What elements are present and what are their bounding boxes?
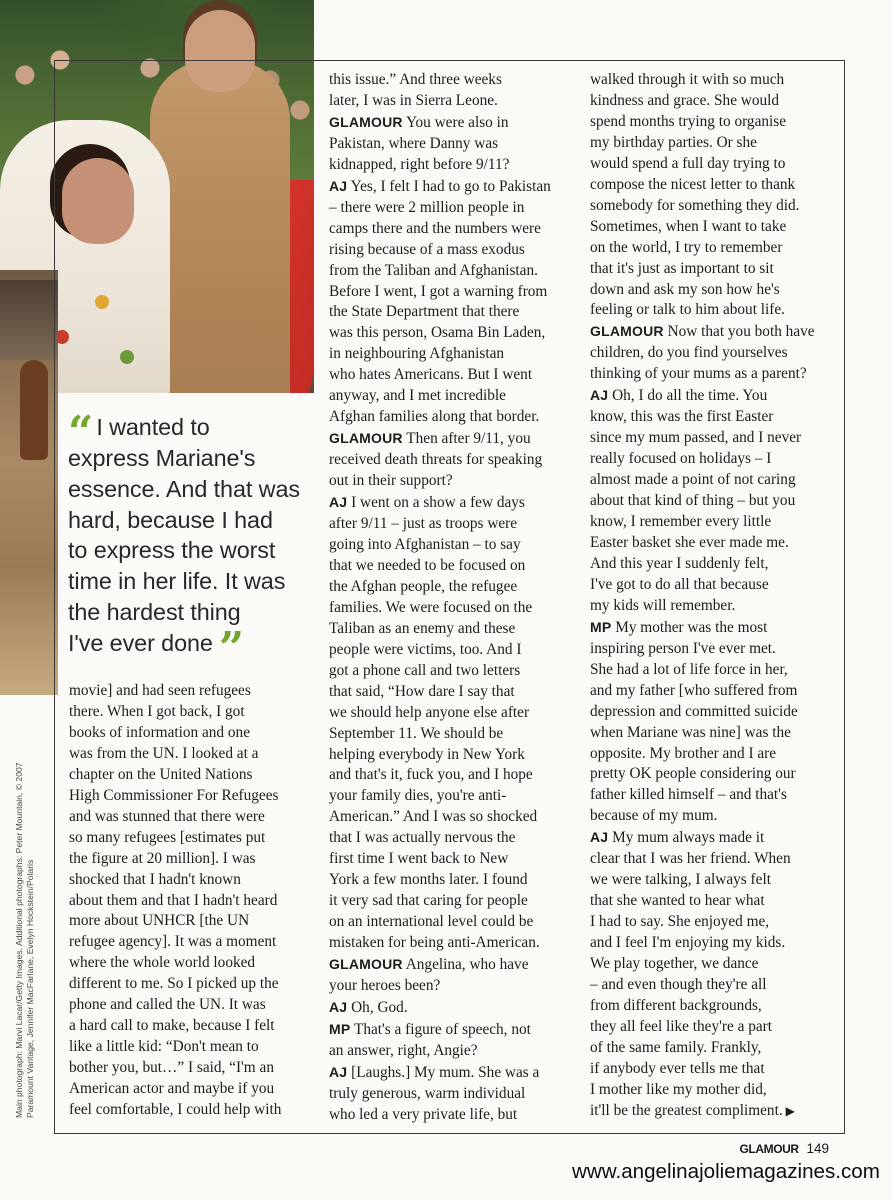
text-line (329, 682, 579, 703)
line-text: the Afghan people, the refugee (329, 577, 518, 595)
text-line (69, 828, 319, 849)
line-text: Sometimes, when I want to take (590, 217, 787, 235)
text-line (590, 575, 840, 596)
text-line (329, 514, 579, 535)
speaker-label: GLAMOUR (329, 113, 403, 130)
pull-quote-text: I've ever done (68, 629, 213, 656)
text-line (329, 870, 579, 891)
line-text: first time I went back to New (329, 850, 509, 868)
text-line (329, 240, 579, 261)
pull-quote-text: the hardest thing (68, 598, 241, 625)
line-text: kindness and grace. She would (590, 91, 780, 109)
text-line (590, 533, 840, 554)
line-text: – there were 2 million people in (329, 198, 525, 216)
text-line (329, 176, 579, 198)
speaker-label: GLAMOUR (329, 430, 403, 447)
pull-quote-line (68, 622, 318, 674)
text-line (69, 953, 319, 974)
line-text: refugee agency]. It was a moment (69, 933, 277, 951)
line-text: rising because of a mass exodus (329, 240, 525, 258)
speaker-label: AJ (329, 998, 348, 1015)
line-text: shocked that I hadn't known (69, 870, 241, 888)
text-line (590, 512, 840, 533)
text-line (329, 724, 579, 745)
line-text: phone and called the UN. It was (69, 996, 266, 1014)
line-text: chapter on the United Nations (69, 765, 253, 783)
text-line (590, 343, 840, 364)
text-line (590, 723, 840, 744)
text-line (69, 1016, 319, 1037)
line-text: this issue.” And three weeks (329, 71, 502, 88)
text-line (590, 259, 840, 280)
line-text: more about UNHCR [the UN (69, 912, 250, 930)
line-text: that I was actually nervous the (329, 829, 516, 847)
text-line (590, 954, 840, 975)
line-text: clear that I was her friend. When (590, 850, 791, 868)
speaker-label: AJ (590, 387, 609, 404)
text-line (329, 577, 579, 598)
text-line (329, 261, 579, 282)
text-line (329, 450, 579, 471)
text-line (329, 807, 579, 828)
text-line (69, 932, 319, 953)
text-line (590, 364, 840, 385)
text-line (590, 996, 840, 1017)
line-text: my kids will remember. (590, 596, 736, 614)
pull-quote-line (68, 474, 318, 505)
line-text: it'll be the greatest compliment. (590, 1101, 783, 1119)
line-text: Easter basket she ever made me. (590, 533, 789, 551)
watermark-url: www.angelinajoliemagazines.com (572, 1160, 880, 1183)
pull-quote-line (68, 505, 318, 536)
speaker-label: AJ (329, 177, 348, 194)
line-text: Yes, I felt I had to go to Pakistan (350, 177, 551, 195)
photo-credit-line: Main photograph: Marvi Lacar/Getty Images. Additional photographs: Peter Mountain, © 2007 (14, 762, 24, 1118)
text-line (590, 975, 840, 996)
line-text: That's a figure of speech, not (353, 1020, 531, 1038)
text-line (590, 617, 840, 639)
text-line (69, 702, 319, 723)
pull-quote-text: time in her life. It was (68, 568, 286, 595)
speaker-label: AJ (329, 494, 348, 511)
line-text: feel comfortable, I could help with (69, 1101, 282, 1119)
text-line (590, 806, 840, 827)
text-line (590, 112, 840, 133)
line-text: walked through it with so much (590, 71, 785, 88)
text-line (69, 911, 319, 932)
line-text: the State Department that there (329, 303, 520, 321)
pull-quote-line (68, 443, 318, 474)
text-line (590, 470, 840, 491)
line-text: camps there and the numbers were (329, 219, 541, 237)
line-text: feeling or talk to him about life. (590, 301, 785, 319)
line-text: movie] and had seen refugees (69, 682, 251, 699)
pull-quote-text: express Mariane's (68, 445, 256, 471)
text-line (329, 976, 579, 997)
line-text: pretty OK people considering our (590, 765, 796, 783)
text-line (329, 661, 579, 682)
line-text: a hard call to make, because I felt (69, 1017, 275, 1035)
close-quote-icon: ” (218, 622, 240, 674)
text-line (590, 1101, 840, 1122)
text-line (590, 1059, 840, 1080)
line-text: children, do you find yourselves (590, 344, 788, 362)
pull-quote (68, 407, 318, 674)
line-text: She had a lot of life force in her, (590, 660, 788, 678)
speaker-label: GLAMOUR (329, 956, 403, 973)
text-line (329, 598, 579, 619)
line-text: people were victims, too. And I (329, 640, 522, 658)
text-line (590, 1080, 840, 1101)
photo-credit-line: Paramount Vantage, Jennifer MacFarlane, Evelyn Hockstein/Polaris (25, 859, 35, 1118)
line-text: High Commissioner For Refugees (69, 786, 279, 804)
text-line (329, 471, 579, 492)
text-line (590, 639, 840, 660)
pull-quote-text: hard, because I had (68, 506, 273, 533)
line-text: Then after 9/11, you (406, 430, 531, 448)
text-line (329, 407, 579, 428)
line-text: I mother like my mother did, (590, 1080, 767, 1098)
line-text: different to me. So I picked up the (69, 975, 279, 993)
line-text: And this year I suddenly felt, (590, 554, 769, 572)
pull-quote-text: I wanted to (96, 414, 210, 440)
text-line (590, 217, 840, 238)
line-text: because of my mum. (590, 807, 718, 825)
line-text: on the world, I try to remember (590, 238, 783, 256)
line-text: spend months trying to organise (590, 112, 787, 130)
speaker-label: GLAMOUR (590, 323, 664, 340)
line-text: compose the nicest letter to thank (590, 175, 796, 193)
line-text: got a phone call and two letters (329, 661, 521, 679)
text-line (329, 365, 579, 386)
line-text: We play together, we dance (590, 955, 759, 973)
line-text: the figure at 20 million]. I was (69, 849, 256, 867)
pull-quote-line (68, 597, 318, 628)
line-text: mistaken for being anti-American. (329, 934, 540, 952)
line-text: on an international level could be (329, 913, 534, 931)
line-text: where the whole world looked (69, 954, 256, 972)
text-line (590, 407, 840, 428)
line-text: thinking of your mums as a parent? (590, 365, 807, 383)
speaker-label: AJ (590, 829, 609, 846)
line-text: when Mariane was nine] was the (590, 723, 791, 741)
text-line (590, 785, 840, 806)
text-line (590, 70, 840, 91)
pull-quote-line (68, 535, 318, 566)
text-line (69, 1037, 319, 1058)
side-photo-hut (0, 280, 58, 360)
side-photo-child (20, 360, 48, 460)
line-text: like a little kid: “Don't mean to (69, 1038, 259, 1056)
line-text: My mum always made it (612, 829, 765, 847)
page-number: 149 (806, 1141, 829, 1156)
text-line (590, 744, 840, 765)
text-line (329, 219, 579, 240)
line-text: received death threats for speaking (329, 451, 543, 469)
pull-quote-line (68, 566, 318, 597)
text-line (69, 744, 319, 765)
line-text: truly generous, warm individual (329, 1084, 526, 1102)
line-text: Before I went, I got a warning from (329, 282, 548, 300)
line-text: opposite. My brother and I are (590, 744, 777, 762)
text-line (69, 1058, 319, 1079)
text-line (590, 175, 840, 196)
line-text: there. When I got back, I got (69, 702, 245, 720)
line-text: who hates Americans. But I went (329, 366, 533, 384)
line-text: September 11. We should be (329, 724, 504, 742)
line-text: depression and committed suicide (590, 702, 798, 720)
page-folio (740, 1141, 830, 1156)
article-column-3 (590, 70, 840, 1122)
line-text: that said, “How dare I say that (329, 682, 515, 700)
line-text: from the Taliban and Afghanistan. (329, 261, 538, 279)
text-line (590, 91, 840, 112)
text-line (69, 995, 319, 1016)
text-line (69, 891, 319, 912)
line-text: about them and that I hadn't heard (69, 891, 278, 909)
text-line (590, 280, 840, 301)
line-text: – and even though they're all (590, 975, 767, 993)
text-line (69, 974, 319, 995)
line-text: if anybody ever tells me that (590, 1059, 765, 1077)
text-line (329, 933, 579, 954)
text-line (329, 112, 579, 134)
line-text: Afghan families along that border. (329, 408, 540, 426)
text-line (329, 1041, 579, 1062)
text-line (329, 891, 579, 912)
text-line (590, 554, 840, 575)
text-line (590, 321, 840, 343)
photo-credit (14, 762, 36, 1118)
text-line (590, 764, 840, 785)
line-text: your heroes been? (329, 976, 441, 994)
folio-magazine: GLAMOUR (739, 1142, 799, 1156)
line-text: from different backgrounds, (590, 996, 762, 1014)
line-text: inspiring person I've ever met. (590, 639, 776, 657)
pull-quote-text: to express the worst (68, 537, 276, 564)
line-text: American actor and maybe if you (69, 1080, 275, 1098)
line-text: York a few months later. I found (329, 871, 528, 889)
text-line (590, 933, 840, 954)
text-line (329, 1105, 579, 1126)
line-text: My mother was the most (615, 618, 768, 636)
line-text: that she wanted to hear what (590, 892, 765, 910)
line-text: anyway, and I met incredible (329, 387, 506, 405)
text-line (69, 870, 319, 891)
line-text: was from the UN. I looked at a (69, 744, 259, 762)
line-text: it very sad that caring for people (329, 892, 528, 910)
text-line (590, 133, 840, 154)
text-line (590, 196, 840, 217)
text-line (329, 428, 579, 450)
text-line (329, 386, 579, 407)
line-text: bother you, but…” I said, “I'm an (69, 1059, 274, 1077)
text-line (590, 1038, 840, 1059)
line-text: [Laughs.] My mum. She was a (351, 1063, 540, 1081)
line-text: Taliban as an enemy and these (329, 619, 516, 637)
line-text: father killed himself – and that's (590, 786, 787, 804)
text-line (590, 1017, 840, 1038)
text-line (329, 954, 579, 976)
line-text: know, this was the first Easter (590, 408, 774, 426)
line-text: going into Afghanistan – to say (329, 535, 521, 553)
line-text: that we needed to be focused on (329, 556, 526, 574)
text-line (590, 660, 840, 681)
line-text: Oh, I do all the time. You (612, 387, 768, 405)
text-line (69, 681, 319, 702)
line-text: in neighbouring Afghanistan (329, 345, 505, 363)
line-text: after 9/11 – just as troops were (329, 515, 518, 533)
text-line (329, 556, 579, 577)
line-text: later, I was in Sierra Leone. (329, 91, 498, 109)
pull-quote-text: essence. And that was (68, 475, 300, 502)
text-line (329, 640, 579, 661)
speaker-label: MP (329, 1020, 351, 1037)
line-text: I had to say. She enjoyed me, (590, 913, 770, 931)
text-line (329, 344, 579, 365)
line-text: was this person, Osama Bin Laden, (329, 324, 546, 342)
text-line (69, 807, 319, 828)
line-text: that it's just as important to sit (590, 259, 774, 277)
line-text: almost made a point of not caring (590, 471, 796, 489)
line-text: kidnapped, right before 9/11? (329, 155, 510, 173)
text-line (590, 238, 840, 259)
article-column-1 (69, 681, 319, 1121)
text-line (329, 997, 579, 1019)
text-line (590, 827, 840, 849)
line-text: my birthday parties. Or she (590, 133, 757, 151)
side-photo-strip (0, 270, 58, 695)
text-line (329, 703, 579, 724)
line-text: since my mum passed, and I never (590, 429, 802, 447)
text-line (590, 596, 840, 617)
text-line (329, 535, 579, 556)
text-line (590, 912, 840, 933)
text-line (329, 1019, 579, 1041)
text-line (590, 849, 840, 870)
line-text: families. We were focused on the (329, 598, 533, 616)
text-line (329, 282, 579, 303)
line-text: about that kind of thing – but you (590, 492, 796, 510)
text-line (69, 849, 319, 870)
line-text: somebody for something they did. (590, 196, 800, 214)
text-line (590, 891, 840, 912)
line-text: would spend a full day trying to (590, 154, 786, 172)
text-line (329, 786, 579, 807)
line-text: I went on a show a few days (351, 494, 525, 512)
line-text: American.” And I was so shocked (329, 808, 538, 826)
text-line (69, 1100, 319, 1121)
text-line (590, 449, 840, 470)
line-text: books of information and one (69, 723, 250, 741)
line-text: and my father [who suffered from (590, 681, 798, 699)
text-line (590, 428, 840, 449)
text-line (329, 765, 579, 786)
line-text: You were also in (406, 113, 509, 131)
line-text: helping everybody in New York (329, 745, 525, 763)
line-text: an answer, right, Angie? (329, 1041, 478, 1059)
text-line (590, 681, 840, 702)
line-text: Now that you both have (667, 323, 815, 341)
line-text: know, I remember every little (590, 513, 772, 531)
speaker-label: MP (590, 618, 612, 635)
text-line (329, 323, 579, 344)
text-line (69, 786, 319, 807)
line-text: and that's it, fuck you, and I hope (329, 766, 533, 784)
text-line (329, 198, 579, 219)
text-line (329, 91, 579, 112)
speaker-label: AJ (329, 1063, 348, 1080)
text-line (329, 70, 579, 91)
line-text: I've got to do all that because (590, 575, 769, 593)
text-line (329, 849, 579, 870)
line-text: we should help anyone else after (329, 703, 530, 721)
text-line (329, 619, 579, 640)
line-text: they all feel like they're a part (590, 1017, 772, 1035)
line-text: and I feel I'm enjoying my kids. (590, 934, 786, 952)
text-line (590, 491, 840, 512)
line-text: so many refugees [estimates put (69, 828, 266, 846)
text-line (329, 828, 579, 849)
text-line (329, 912, 579, 933)
article-column-2 (329, 70, 579, 1126)
text-line (329, 1062, 579, 1084)
line-text: and was stunned that there were (69, 807, 265, 825)
line-text: of the same family. Frankly, (590, 1038, 762, 1056)
text-line (590, 870, 840, 891)
text-line (590, 154, 840, 175)
text-line (329, 155, 579, 176)
line-text: out in their support? (329, 472, 453, 490)
line-text: Pakistan, where Danny was (329, 134, 499, 152)
open-quote-icon: “ (68, 407, 89, 458)
text-line (329, 1084, 579, 1105)
line-text: Angelina, who have (405, 956, 529, 974)
line-text: we were talking, I always felt (590, 871, 771, 889)
text-line (69, 1079, 319, 1100)
text-line (590, 300, 840, 321)
line-text: down and ask my son how he's (590, 280, 780, 298)
text-line (329, 302, 579, 323)
text-line (590, 702, 840, 723)
text-line (329, 745, 579, 766)
text-line (69, 723, 319, 744)
text-line (69, 765, 319, 786)
line-text: really focused on holidays – I (590, 450, 772, 468)
line-text: Oh, God. (351, 998, 408, 1016)
text-line (590, 385, 840, 407)
continue-arrow-icon: ▶ (785, 1103, 795, 1118)
line-text: your family dies, you're anti- (329, 787, 507, 805)
text-line (329, 134, 579, 155)
line-text: who led a very private life, but (329, 1105, 518, 1123)
text-line (329, 492, 579, 514)
